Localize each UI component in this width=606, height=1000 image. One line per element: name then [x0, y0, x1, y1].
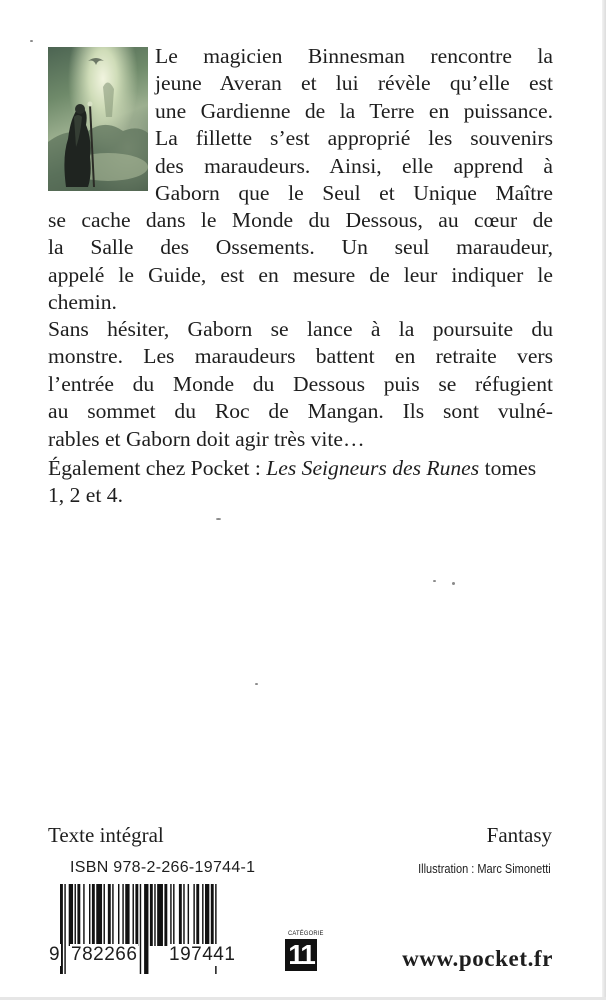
body-line: l’entrée du Monde du Dessous puis se réfugient — [48, 371, 553, 396]
barcode-bar — [69, 884, 73, 946]
blurb-line: jeune Averan et lui révèle qu’elle est — [155, 71, 553, 96]
barcode-bar — [179, 884, 182, 946]
barcode-bar — [125, 884, 129, 946]
barcode-bar — [135, 884, 138, 946]
barcode-bar — [170, 884, 171, 946]
barcode-bar — [133, 884, 134, 946]
barcode-digit-first: 9 — [49, 944, 61, 965]
page-edge-shadow — [602, 0, 606, 1000]
blurb-paragraph-intro — [155, 43, 553, 207]
barcode-bar — [157, 884, 163, 946]
category-badge: 11 — [285, 939, 317, 971]
cover-illustration — [48, 47, 148, 191]
barcode-bar — [112, 884, 113, 946]
isbn-text: ISBN 978-2-266-19744-1 — [70, 859, 256, 876]
body-line: au sommet du Roc de Mangan. Ils sont vulné- — [48, 399, 553, 424]
barcode-bar — [211, 884, 214, 946]
barcode-bar — [83, 884, 84, 946]
barcode-bar — [183, 884, 184, 946]
barcode-bar — [196, 884, 199, 946]
barcode-bar — [188, 884, 189, 946]
barcode-bar — [75, 884, 76, 946]
barcode-bar — [154, 884, 155, 946]
blurb-line: La fillette s’est approprié les souvenirs — [155, 126, 553, 151]
blurb-line: Le magicien Binnesman rencontre la — [155, 44, 553, 68]
body-line: la Salle des Ossements. Un seul maraudeur, — [48, 235, 553, 260]
barcode-bar — [164, 884, 167, 946]
genre-label: Fantasy — [486, 823, 552, 847]
barcode-bar — [122, 884, 123, 946]
body-line: appelé le Guide, est en mesure de leur indiquer le — [48, 262, 553, 287]
also-volumes: 1, 2 et 4. — [48, 483, 123, 508]
barcode-bar — [173, 884, 174, 946]
print-speck — [255, 683, 258, 685]
barcode-bar — [118, 884, 119, 946]
print-speck — [452, 582, 455, 585]
body-line: rables et Gaborn doit agir très vite… — [48, 426, 365, 451]
illustration-credit: Illustration : Marc Simonetti — [418, 862, 551, 876]
barcode-bar — [104, 884, 105, 946]
barcode-bar — [193, 884, 194, 946]
barcode-bar — [89, 884, 90, 946]
category-label: CATÉGORIE — [287, 930, 324, 937]
body-line: chemin. — [48, 290, 117, 315]
barcode-digits — [48, 944, 260, 974]
barcode-bar — [96, 884, 102, 946]
blurb-line: une Gardienne de la Terre en puissance. — [155, 98, 553, 123]
barcode-bar — [92, 884, 95, 946]
cloaked-figure-icon — [48, 47, 148, 191]
body-line: se cache dans le Monde du Dessous, au cœur de — [48, 208, 553, 232]
barcode-bar — [77, 884, 80, 946]
blurb-paragraph-second — [48, 316, 553, 453]
print-speck — [30, 40, 33, 42]
body-line: monstre. Les maraudeurs battent en retraite vers — [48, 344, 553, 369]
blurb-line: Gaborn que le Seul et Unique Maître — [155, 181, 553, 206]
barcode-bar — [108, 884, 111, 946]
also-suffix: tomes — [479, 456, 537, 480]
print-speck — [433, 580, 436, 582]
also-available-note — [48, 455, 568, 510]
blurb-paragraph-continued — [48, 207, 553, 317]
blurb-line: des maraudeurs. Ainsi, elle apprend à — [155, 153, 553, 178]
body-line: Sans hésiter, Gaborn se lance à la poursuite du — [48, 317, 553, 341]
series-title: Les Seigneurs des Runes — [266, 456, 480, 480]
barcode-bar — [150, 884, 153, 946]
edition-label: Texte intégral — [48, 823, 164, 847]
barcode-digits-left: 782266 — [71, 944, 138, 965]
publisher-website: www.pocket.fr — [402, 946, 553, 971]
barcode-digits-right: 197441 — [169, 944, 236, 965]
print-speck — [216, 518, 221, 520]
barcode-bar — [202, 884, 203, 946]
barcode-bar — [205, 884, 209, 946]
also-prefix: Également chez Pocket : — [48, 456, 267, 480]
